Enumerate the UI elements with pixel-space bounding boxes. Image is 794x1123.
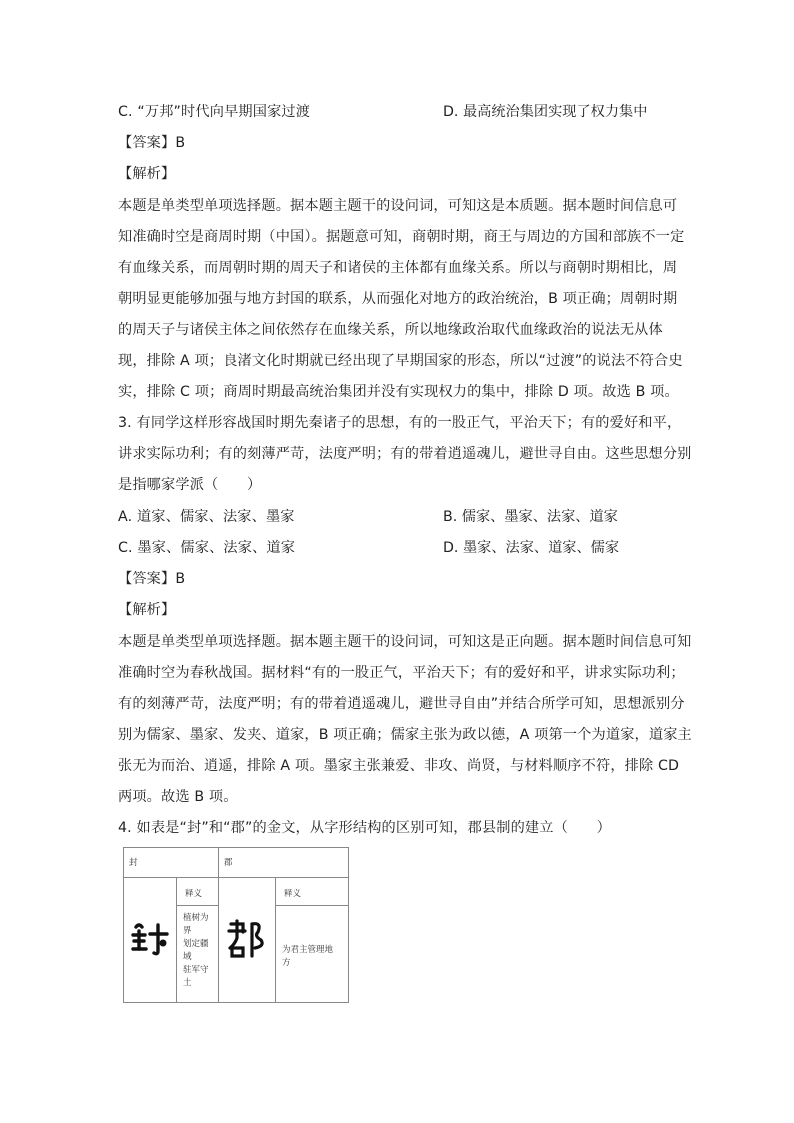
feng-glyph-cell	[124, 878, 177, 1003]
q2-option-d: D. 最高统治集团实现了权力集中	[443, 104, 648, 120]
q2-analysis-line: 现，排除 A 项；良渚文化时期就已经出现了早期国家的形态，所以“过渡”的说法不符合史	[118, 353, 683, 369]
feng-shiyi-label: 释义	[177, 878, 219, 906]
feng-meaning-line: 驻军守	[183, 965, 209, 975]
q3-option-c: C. 墨家、儒家、法家、道家	[118, 540, 296, 556]
feng-bronze-glyph	[130, 919, 170, 959]
q3-analysis-line: 别为儒家、墨家、发夹、道家，B 项正确；儒家主张为政以德，A 项第一个为道家，道家主	[118, 727, 692, 743]
q3-option-d: D. 墨家、法家、道家、儒家	[443, 540, 620, 556]
q3-option-b: B. 儒家、墨家、法家、道家	[443, 509, 618, 525]
q2-analysis-label: 【解析】	[118, 166, 176, 182]
q3-analysis-line: 有的刻薄严苛，法度严明；有的带着逍遥魂儿，避世寻自由”并结合所学可知，思想派别分	[118, 696, 685, 712]
q2-analysis-line: 知准确时空是商周时期（中国）。据题意可知，商朝时期，商王与周边的方国和部族不一定	[118, 229, 685, 245]
q3-stem-line: 3. 有同学这样形容战国时期先秦诸子的思想，有的一股正气，平治天下；有的爱好和平，	[118, 415, 682, 431]
jun-shiyi-label: 释义	[276, 878, 349, 906]
q2-analysis-line: 有血缘关系，而周朝时期的周天子和诸侯的主体都有血缘关系。所以与商朝时期相比，周	[118, 260, 678, 276]
q3-stem-line: 讲求实际功利；有的刻薄严苛，法度严明；有的带着逍遥魂儿，避世寻自由。这些思想分别	[118, 446, 692, 462]
q2-analysis-line: 实，排除 C 项；商周时期最高统治集团并没有实现权力的集中，排除 D 项。故选 B 项。	[118, 384, 679, 400]
jun-glyph-cell	[219, 878, 276, 1003]
q3-analysis-line: 两项。故选 B 项。	[118, 789, 238, 805]
feng-meaning-line: 界	[183, 926, 192, 936]
jun-bronze-glyph	[227, 918, 267, 960]
feng-header: 封	[124, 848, 219, 878]
q3-answer: 【答案】B	[118, 571, 186, 587]
q2-analysis-line: 的周天子与诸侯主体之间依然存在血缘关系，所以地缘政治取代血缘政治的说法无从体	[118, 322, 663, 338]
jinwen-table	[123, 847, 349, 1003]
q4-stem: 4. 如表是“封”和“郡”的金文，从字形结构的区别可知，郡县制的建立（ ）	[118, 820, 611, 836]
q3-option-a: A. 道家、儒家、法家、墨家	[118, 509, 295, 525]
q3-analysis-line: 准确时空为春秋战国。据材料“有的一股正气，平治天下；有的爱好和平，讲求实际功利；	[118, 665, 685, 681]
q2-option-c: C. “万邦”时代向早期国家过渡	[118, 104, 311, 120]
q2-analysis-line: 朝明显更能够加强与地方封国的联系，从而强化对地方的政治统治，B 项正确；周朝时期	[118, 291, 678, 307]
jun-meaning	[276, 906, 349, 1003]
jun-header: 郡	[219, 848, 349, 878]
q3-analysis-line: 张无为而治、逍遥，排除 A 项。墨家主张兼爱、非攻、尚贤，与材料顺序不符，排除 CD	[118, 758, 680, 774]
jun-meaning-line: 为君主管理地	[282, 945, 334, 955]
feng-meaning-line: 划定疆	[183, 939, 209, 949]
jun-meaning-line: 方	[282, 958, 291, 968]
q3-analysis-line: 本题是单类型单项选择题。据本题主题干的设问词，可知这是正向题。据本题时间信息可知	[118, 634, 692, 650]
feng-meaning-line: 域	[183, 952, 192, 962]
q2-answer: 【答案】B	[118, 135, 186, 151]
feng-meaning-line: 植树为	[183, 913, 209, 923]
q3-analysis-label: 【解析】	[118, 602, 176, 618]
q2-analysis-line: 本题是单类型单项选择题。据本题主题干的设问词，可知这是本质题。据本题时间信息可	[118, 198, 678, 214]
feng-meaning-line: 土	[183, 978, 192, 988]
feng-meaning	[177, 906, 219, 1003]
q3-stem-line: 是指哪家学派（ ）	[118, 477, 262, 493]
